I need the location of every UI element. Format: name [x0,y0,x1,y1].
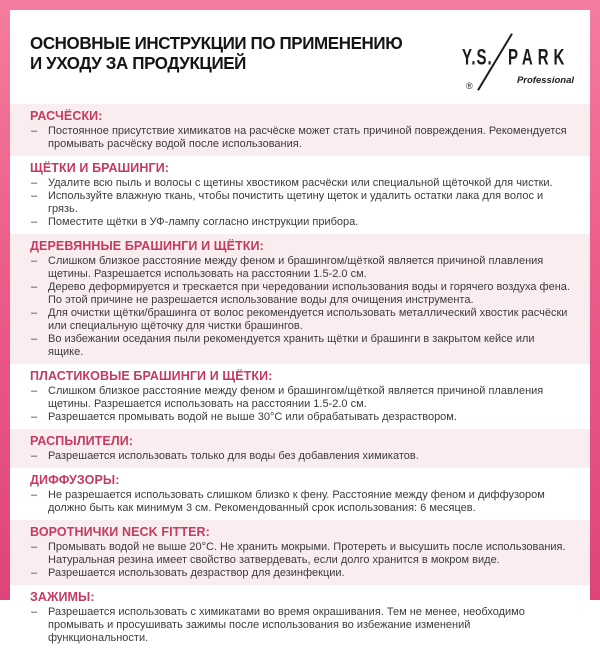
section-6 [10,520,590,585]
bullet-list [30,385,574,424]
section-title: ЗАЖИМЫ: [30,590,95,604]
bullet-item: – Дерево деформируется и трескается при чередовании использования воды и горячего воздуха фена. По этой причине не разрешается использование воды для очищения инструмента. [30,281,574,307]
registered-trademark-icon: ® [466,81,473,91]
section-2 [10,234,590,364]
section-7 [10,585,590,650]
bullet-list [30,125,574,151]
bullet-item: – Разрешается использовать только для воды без добавления химикатов. [30,450,574,463]
bullet-list [30,489,574,515]
bullet-item: – Слишком близкое расстояние между феном и брашингом/щёткой является причиной плавления щетины. Разрешается использовать на расстоянии 1.5-2.0 см. [30,255,574,281]
bullet-item: – Постоянное присутствие химикатов на расчёске может стать причиной повреждения. Рекомендуется промывать расчёску водой после использования. [30,125,574,151]
bullet-item: – Слишком близкое расстояние между феном и брашингом/щёткой является причиной плавления щетины. Разрешается использовать на расстоянии 1.5-2.0 см. [30,385,574,411]
section-title: ВОРОТНИЧКИ NECK FITTER: [30,525,210,539]
logo-park-text: PARK [508,45,570,71]
bullet-list [30,450,574,463]
bullet-item: – Разрешается использовать с химикатами во время окрашивания. Тем не менее, необходимо промывать и просушивать зажимы после использования во избежание изменений функциональности. [30,606,574,645]
bullet-item: – Используйте влажную ткань, чтобы почистить щетину щеток и удалить остатки лака для волос и грязь. [30,190,574,216]
page-title-line2: И УХОДУ ЗА ПРОДУКЦИЕЙ [30,53,247,73]
page-title-line1: ОСНОВНЫЕ ИНСТРУКЦИИ ПО ПРИМЕНЕНИЮ [30,33,403,53]
section-title: РАСЧЁСКИ: [30,109,103,123]
bullet-item: – Во избежании оседания пыли рекомендуется хранить щётки и брашинги в закрытом кейсе или ящике. [30,333,574,359]
section-title: РАСПЫЛИТЕЛИ: [30,434,134,448]
section-5 [10,468,590,520]
bullet-list [30,541,574,580]
bullet-item: – Разрешается использовать дезраствор для дезинфекции. [30,567,574,580]
logo-ys-text: Y.S. [462,45,493,71]
section-1 [10,156,590,234]
section-title: ЩЁТКИ И БРАШИНГИ: [30,161,170,175]
bullet-item: – Промывать водой не выше 20°C. Не хранить мокрыми. Протереть и высушить после использования. Натуральная резина имеет свойство затвердевать, если долго хранится в мокром виде. [30,541,574,567]
instruction-card [10,10,590,644]
sections [10,104,590,650]
section-4 [10,429,590,468]
section-0 [10,104,590,156]
bullet-list [30,606,574,645]
ys-park-logo [462,35,574,91]
page-title [30,33,402,73]
bullet-item: – Удалите всю пыль и волосы с щетины хвостиком расчёски или специальной щёточкой для чистки. [30,177,574,190]
section-title: ПЛАСТИКОВЫЕ БРАШИНГИ И ЩЁТКИ: [30,369,273,383]
header [10,10,590,104]
bullet-list [30,177,574,229]
bullet-item: – Для очистки щётки/брашинга от волос рекомендуется использовать металлический хвостик расчёски или специальную щёточку для чистки брашингов. [30,307,574,333]
section-title: ДЕРЕВЯННЫЕ БРАШИНГИ И ЩЁТКИ: [30,239,264,253]
bullet-list [30,255,574,359]
section-3 [10,364,590,429]
bullet-item: – Не разрешается использовать слишком близко к фену. Расстояние между феном и диффузором должно быть как минимум 3 см. Рекомендованный срок использования: 6 месяцев. [30,489,574,515]
bullet-item: – Разрешается промывать водой не выше 30°C или обрабатывать дезраствором. [30,411,574,424]
section-title: ДИФФУЗОРЫ: [30,473,120,487]
logo-professional-text: Professional [516,75,574,86]
bullet-item: – Поместите щётки в УФ-лампу согласно инструкции прибора. [30,216,574,229]
